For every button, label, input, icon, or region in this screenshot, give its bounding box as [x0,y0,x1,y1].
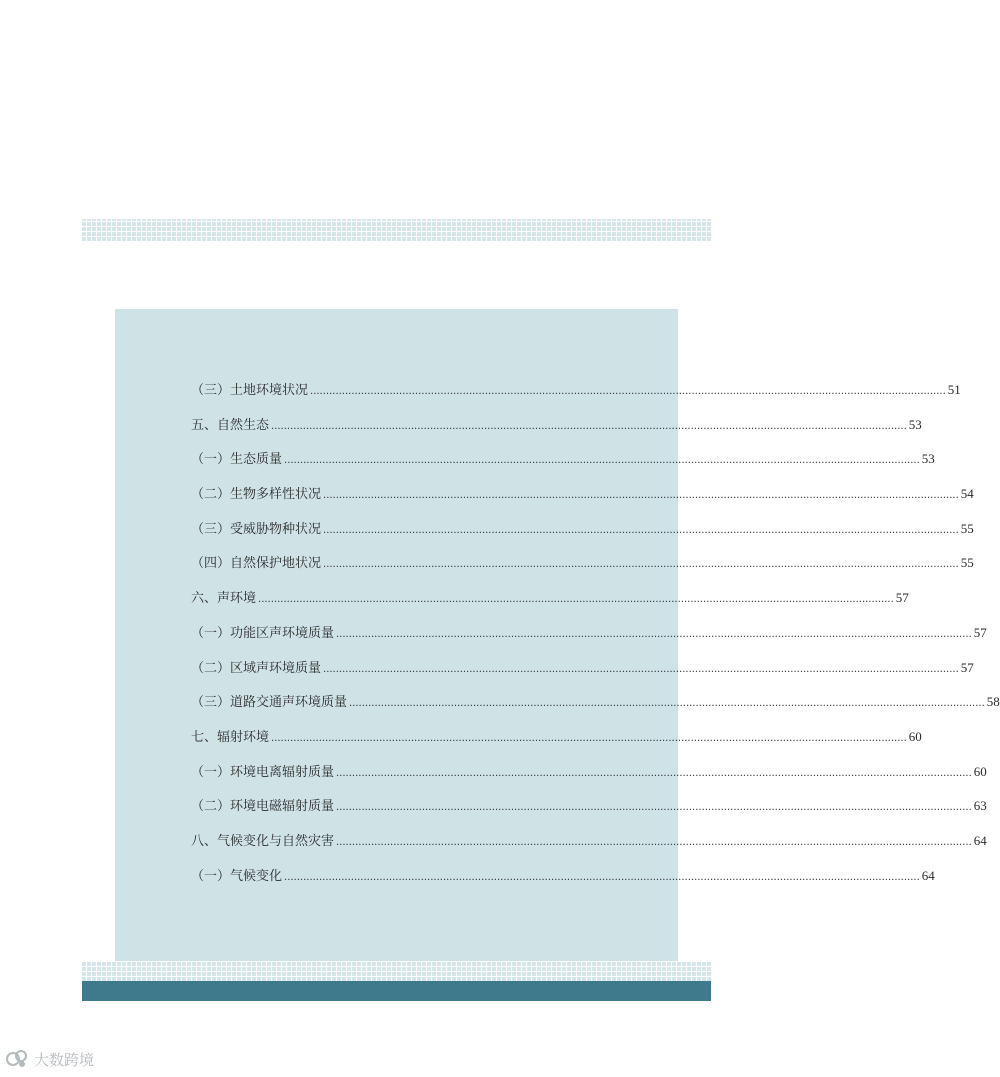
toc-dot-leader: ........................................................................................................................................................................................................ [271,420,907,432]
toc-entry-page: 57 [960,659,974,675]
toc-entry[interactable] [191,726,922,761]
toc-entry-title: （一）功能区声环境质量 [191,625,335,641]
toc-entry-page: 58 [986,694,1000,710]
toc-entry-title: （二）环境电磁辐射质量 [191,799,335,815]
toc-dot-leader: ........................................................................................................................................................................................................ [323,490,959,502]
brand-logo-icon [4,1046,30,1072]
toc-entry[interactable] [191,865,935,900]
toc-entry-page: 55 [960,555,974,571]
toc-entry-title: 八、气候变化与自然灾害 [191,833,335,849]
toc-entry-page: 60 [908,728,922,744]
toc-dot-leader: ........................................................................................................................................................................................................ [349,698,985,710]
toc-entry[interactable] [191,691,1000,726]
toc-entry-title: （三）受威胁物种状况 [191,521,322,537]
toc-entry-page: 57 [973,624,987,640]
toc-entry-page: 51 [947,382,961,397]
toc-dot-leader: ........................................................................................................................................................................................................ [323,524,959,536]
toc-entry-title: 六、声环境 [191,591,257,607]
toc-entry-title: （一）气候变化 [191,868,283,884]
toc-entry[interactable] [191,483,974,518]
toc-entry[interactable] [191,830,987,865]
toc-entry[interactable] [191,448,935,483]
bottom-color-bar [82,981,711,1001]
toc-entry-title: 五、自然生态 [191,417,270,433]
watermark [4,1046,94,1072]
toc-entry-page: 64 [921,867,935,883]
toc-entry-title: 七、辐射环境 [191,729,270,745]
toc-entry-page: 63 [973,798,987,814]
toc-dot-leader: ........................................................................................................................................................................................................ [271,732,907,744]
table-of-contents [191,379,1000,899]
watermark-text: 大数跨境 [34,1050,95,1069]
toc-entry-page: 64 [973,832,987,848]
toc-entry-title: （一）环境电离辐射质量 [191,764,335,780]
bottom-decorative-band [82,961,711,981]
toc-entry[interactable] [191,795,987,830]
toc-dot-leader: ........................................................................................................................................................................................................ [258,594,894,606]
toc-entry[interactable] [191,552,974,587]
toc-dot-leader: ........................................................................................................................................................................................................ [284,455,920,467]
toc-entry-title: （二）区域声环境质量 [191,660,322,676]
toc-entry[interactable] [191,657,974,692]
top-decorative-band [82,219,711,241]
toc-entry[interactable] [191,379,961,414]
toc-entry-page: 53 [908,416,922,432]
toc-dot-leader: ........................................................................................................................................................................................................ [336,767,972,779]
toc-entry-page: 53 [921,451,935,467]
toc-dot-leader: ........................................................................................................................................................................................................ [284,871,920,883]
toc-entry[interactable] [191,518,974,553]
toc-entry-page: 57 [895,590,909,606]
toc-dot-leader: ........................................................................................................................................................................................................ [310,386,946,397]
toc-entry-page: 60 [973,763,987,779]
toc-entry-title: （四）自然保护地状况 [191,556,322,572]
toc-entry-title: （二）生物多样性状况 [191,487,322,503]
toc-entry[interactable] [191,622,987,657]
toc-dot-leader: ........................................................................................................................................................................................................ [336,628,972,640]
toc-panel [115,309,1000,961]
toc-entry-page: 54 [960,486,974,502]
toc-entry[interactable] [191,414,922,449]
toc-entry-title: （三）土地环境状况 [191,383,309,398]
toc-entry-title: （三）道路交通声环境质量 [191,695,348,711]
toc-entry[interactable] [191,761,987,796]
toc-dot-leader: ........................................................................................................................................................................................................ [336,836,972,848]
toc-dot-leader: ........................................................................................................................................................................................................ [323,559,959,571]
toc-entry-title: （一）生态质量 [191,452,283,468]
toc-dot-leader: ........................................................................................................................................................................................................ [323,663,959,675]
toc-entry[interactable] [191,587,909,622]
toc-entry-page: 55 [960,520,974,536]
toc-dot-leader: ........................................................................................................................................................................................................ [336,802,972,814]
